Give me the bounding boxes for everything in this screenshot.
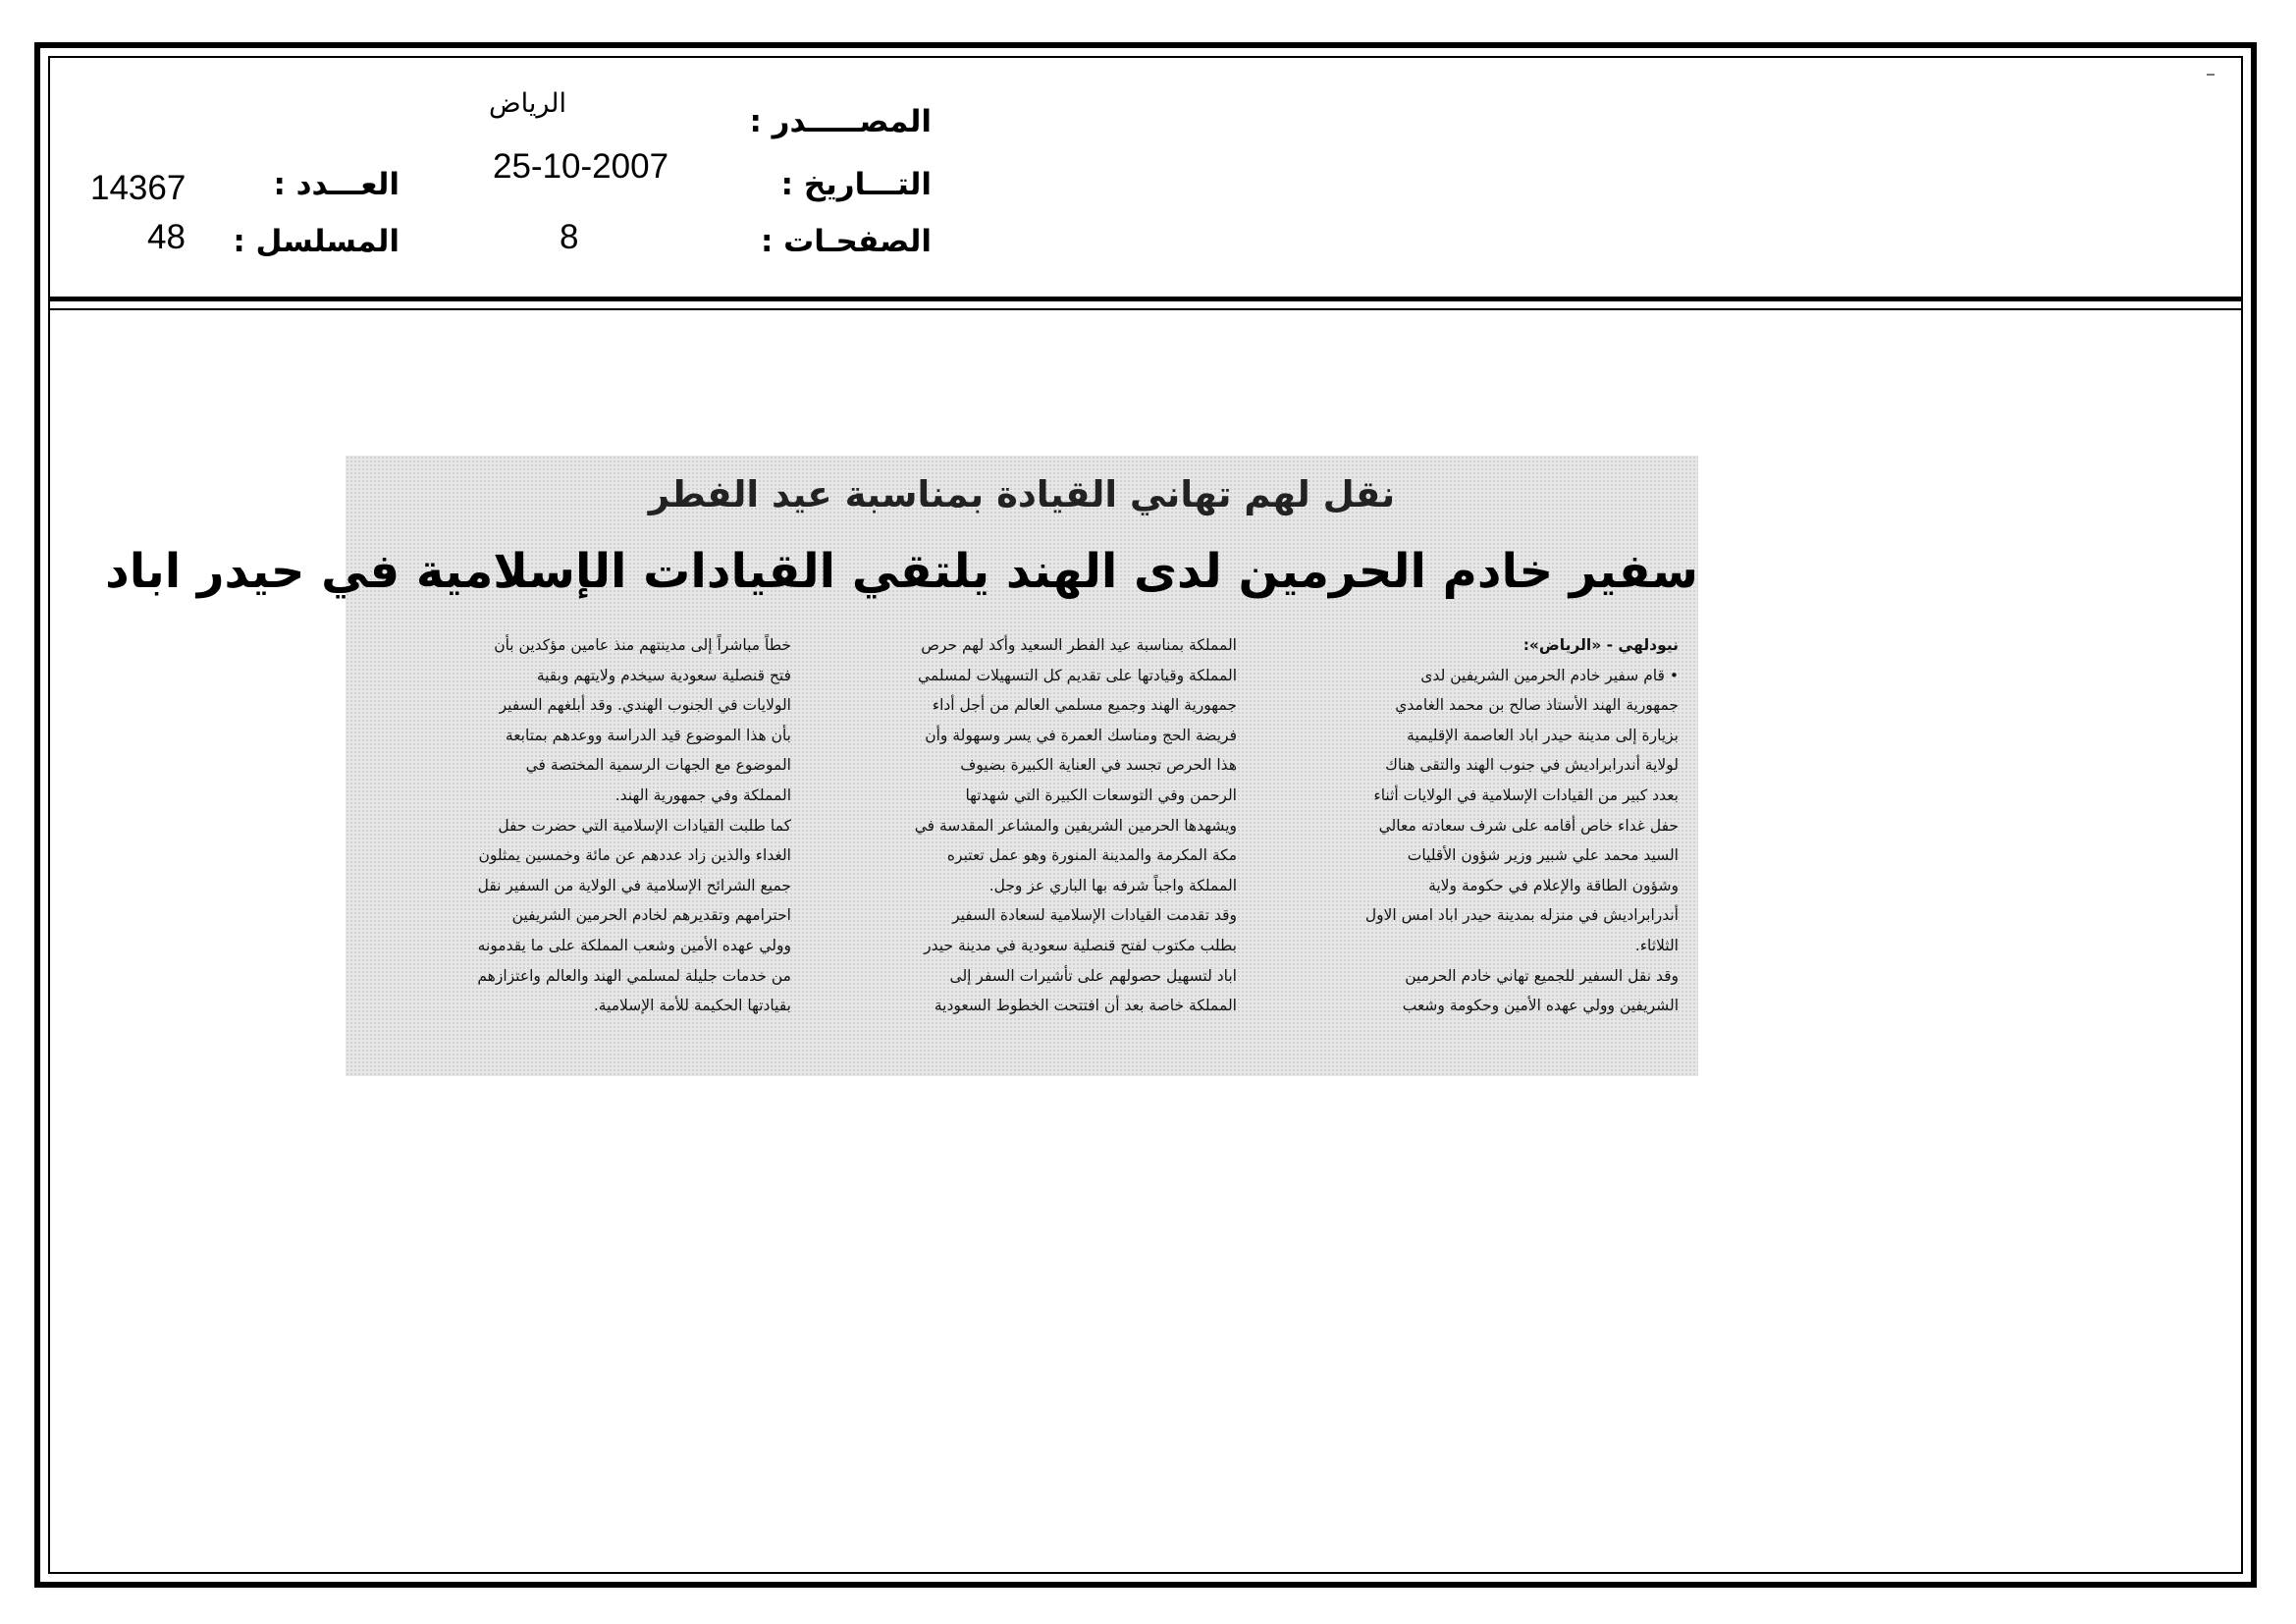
article-line: المملكة وقيادتها على تقديم كل التسهيلات لمسلمي (918, 666, 1237, 684)
article-line: من خدمات جليلة لمسلمي الهند والعالم واعتزازهم (477, 966, 791, 985)
article-line: المملكة وفي جمهورية الهند. (614, 785, 791, 804)
header-divider-thin (48, 308, 2243, 310)
article-line: خطاً مباشراً إلى مدينتهم منذ عامين مؤكدين بأن (494, 636, 791, 654)
article-line: جميع الشرائح الإسلامية في الولاية من السفير نقل (477, 876, 791, 894)
article-line: المملكة واجباً شرفه بها الباري عز وجل. (988, 876, 1237, 894)
article-headline: سفير خادم الحرمين لدى الهند يلتقي القيادات الإسلامية في حيدر اباد (105, 544, 1698, 599)
article-line: ويشهدها الحرمين الشريفين والمشاعر المقدسة في (914, 816, 1237, 835)
article-line: جمهورية الهند وجميع مسلمي العالم من أجل أداء (932, 696, 1237, 715)
date-label: التـــاريخ : (780, 167, 932, 202)
serial-label: المسلسل : (233, 224, 400, 259)
article-line: احترامهم وتقديرهم لخادم الحرمين الشريفين (511, 906, 791, 925)
article-column-left (369, 630, 791, 1021)
pages-value: 8 (560, 218, 579, 256)
column-right-lines (1249, 661, 1679, 1021)
article-column-middle (807, 630, 1237, 1021)
article-line: الثلاثاء. (1634, 936, 1679, 954)
article-line: جمهورية الهند الأستاذ صالح بن محمد الغامدي (1395, 696, 1679, 715)
article-line: وولي عهده الأمين وشعب المملكة على ما يقدمونه (477, 936, 791, 954)
article-line: فتح قنصلية سعودية سيخدم ولايتهم وبقية (536, 666, 791, 684)
source-label: المصـــــدر : (749, 104, 932, 139)
article-line: وقد تقدمت القيادات الإسلامية لسعادة السفير (952, 906, 1237, 925)
article-line: السيد محمد علي شبير وزير شؤون الأقليات (1407, 846, 1679, 865)
header-divider (48, 297, 2243, 301)
date-value: 25-10-2007 (493, 147, 669, 186)
article-line: بطلب مكتوب لفتح قنصلية سعودية في مدينة حيدر (924, 936, 1237, 954)
article-line: الشريفين وولي عهده الأمين وحكومة وشعب (1402, 997, 1679, 1015)
column-left-lines (369, 630, 791, 1021)
article-byline: نيودلهي - «الرياض»: (1522, 636, 1679, 654)
article-line: بأن هذا الموضوع قيد الدراسة ووعدهم بمتابعة (505, 726, 791, 744)
article-line: اباد لتسهيل حصولهم على تأشيرات السفر إلى (949, 966, 1237, 985)
article-line: أندرابراديش في منزله بمدينة حيدر اباد امس الاول (1364, 906, 1679, 925)
article-line: فريضة الحج ومناسك العمرة في يسر وسهولة وأن (925, 726, 1237, 744)
pages-label: الصفحـات : (760, 224, 932, 259)
article-line: الموضوع مع الجهات الرسمية المختصة في (525, 756, 791, 775)
article-line: وقد نقل السفير للجميع تهاني خادم الحرمين (1405, 966, 1679, 985)
issue-value: 14367 (90, 169, 187, 207)
article-line: وشؤون الطاقة والإعلام في حكومة ولاية (1428, 876, 1679, 894)
article-line: بعدد كبير من القيادات الإسلامية في الولايات أثناء (1373, 785, 1679, 804)
article-column-right (1249, 630, 1679, 1021)
article-line: هذا الحرص تجسد في العناية الكبيرة بضيوف (960, 756, 1237, 775)
article-line: الغداء والذين زاد عددهم عن مائة وخمسين يمثلون (478, 846, 791, 865)
article-line: بزيارة إلى مدينة حيدر اباد العاصمة الإقليمية (1407, 726, 1679, 744)
corner-mark (2207, 74, 2215, 76)
column-middle-lines (807, 630, 1237, 1021)
article-line: الولايات في الجنوب الهندي. وقد أبلغهم السفير (499, 696, 791, 715)
article-line: • قام سفير خادم الحرمين الشريفين لدى (1420, 666, 1679, 684)
article-line: المملكة بمناسبة عيد الفطر السعيد وأكد لهم حرص (921, 636, 1237, 654)
article-kicker: نقل لهم تهاني القيادة بمناسبة عيد الفطر (648, 473, 1396, 515)
article-line: كما طلبت القيادات الإسلامية التي حضرت حفل (498, 816, 791, 835)
serial-value: 48 (147, 218, 186, 256)
article-line: لولاية أندرابراديش في جنوب الهند والتقى هناك (1385, 756, 1679, 775)
newspaper-clipping (105, 456, 1698, 1076)
article-line: المملكة خاصة بعد أن افتتحت الخطوط السعودية (934, 997, 1237, 1015)
article-line: الرحمن وفي التوسعات الكبيرة التي شهدتها (965, 785, 1237, 804)
article-line: بقيادتها الحكيمة للأمة الإسلامية. (593, 997, 791, 1015)
issue-label: العـــدد : (273, 167, 400, 202)
source-value: الرياض (489, 88, 567, 119)
article-line: حفل غداء خاص أقامه على شرف سعادته معالي (1378, 816, 1679, 835)
article-line: مكة المكرمة والمدينة المنورة وهو عمل تعتبره (946, 846, 1237, 865)
